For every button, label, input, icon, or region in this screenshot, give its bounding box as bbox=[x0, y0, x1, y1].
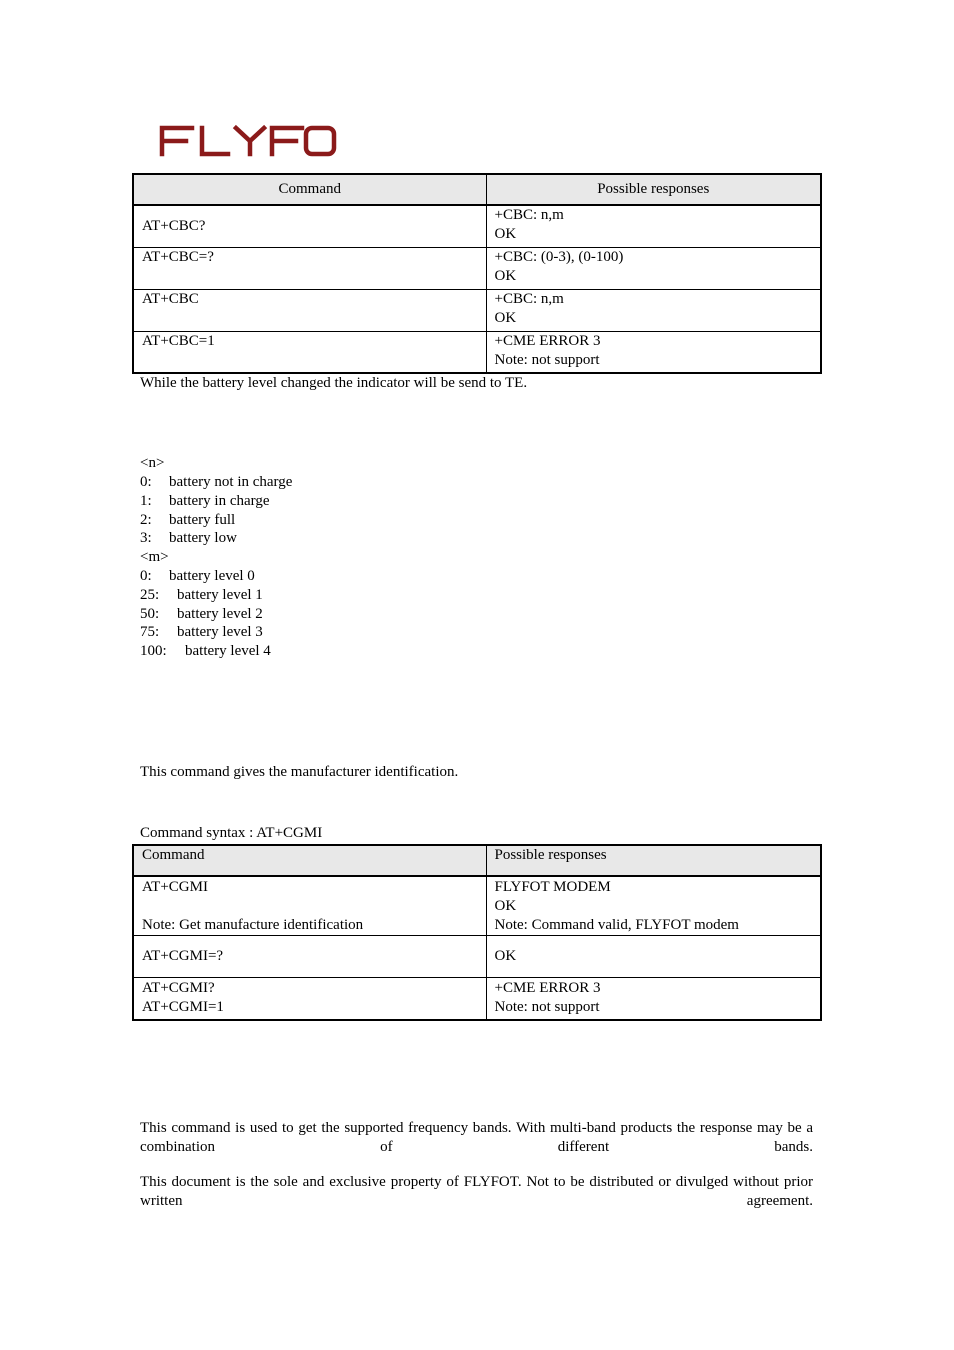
param-item: 25: battery level 1 bbox=[140, 587, 263, 603]
command-cell: AT+CGMI=? bbox=[133, 936, 486, 978]
param-m-label: <m> bbox=[140, 549, 169, 565]
table-header-responses: Possible responses bbox=[486, 174, 821, 205]
flyfot-logo bbox=[158, 122, 348, 158]
command-cell: AT+CBC? bbox=[133, 205, 486, 247]
command-cell: AT+CGMI Note: Get manufacture identification bbox=[133, 876, 486, 936]
command-cell: AT+CBC=? bbox=[133, 247, 486, 289]
param-item: 1: battery in charge bbox=[140, 493, 270, 509]
param-n-label: <n> bbox=[140, 455, 165, 471]
response-cell: OK bbox=[486, 936, 821, 978]
command-cell: AT+CGMI? AT+CGMI=1 bbox=[133, 978, 486, 1020]
table-row bbox=[133, 978, 821, 1020]
param-item: 2: battery full bbox=[140, 512, 236, 528]
table-row bbox=[133, 205, 821, 247]
table-header-command: Command bbox=[133, 845, 486, 876]
cbc-command-table bbox=[132, 173, 822, 374]
table-row bbox=[133, 876, 821, 936]
cgmi-description: This command gives the manufacturer identification. bbox=[140, 764, 459, 780]
command-cell: AT+CBC bbox=[133, 289, 486, 331]
table-header-responses: Possible responses bbox=[486, 845, 821, 876]
response-cell: +CBC: (0-3), (0-100) OK bbox=[486, 247, 821, 289]
param-item: 0: battery not in charge bbox=[140, 474, 293, 490]
param-item: 50: battery level 2 bbox=[140, 606, 263, 622]
response-cell: FLYFOT MODEM OK Note: Command valid, FLYFOT modem bbox=[486, 876, 821, 936]
response-cell: +CBC: n,m OK bbox=[486, 289, 821, 331]
response-cell: +CME ERROR 3 Note: not support bbox=[486, 978, 821, 1020]
bands-description: This command is used to get the supported frequency bands. With multi-band products the response may be a combination of different bands. bbox=[140, 1120, 813, 1155]
param-item: 0: battery level 0 bbox=[140, 568, 255, 584]
cgmi-syntax: Command syntax : AT+CGMI bbox=[140, 825, 323, 841]
command-cell: AT+CBC=1 bbox=[133, 331, 486, 373]
table-row bbox=[133, 331, 821, 373]
cgmi-command-table bbox=[132, 844, 822, 1021]
table-row bbox=[133, 289, 821, 331]
table-row bbox=[133, 936, 821, 978]
response-cell: +CBC: n,m OK bbox=[486, 205, 821, 247]
param-item: 100: battery level 4 bbox=[140, 643, 271, 659]
table-header-command: Command bbox=[133, 174, 486, 205]
table-row bbox=[133, 247, 821, 289]
indicator-note: While the battery level changed the indicator will be send to TE. bbox=[140, 375, 528, 391]
param-item: 75: battery level 3 bbox=[140, 624, 263, 640]
footer-notice: This document is the sole and exclusive property of FLYFOT. Not to be distributed or divulged without prior written agreement. bbox=[140, 1174, 813, 1209]
response-cell: +CME ERROR 3 Note: not support bbox=[486, 331, 821, 373]
param-item: 3: battery low bbox=[140, 530, 237, 546]
